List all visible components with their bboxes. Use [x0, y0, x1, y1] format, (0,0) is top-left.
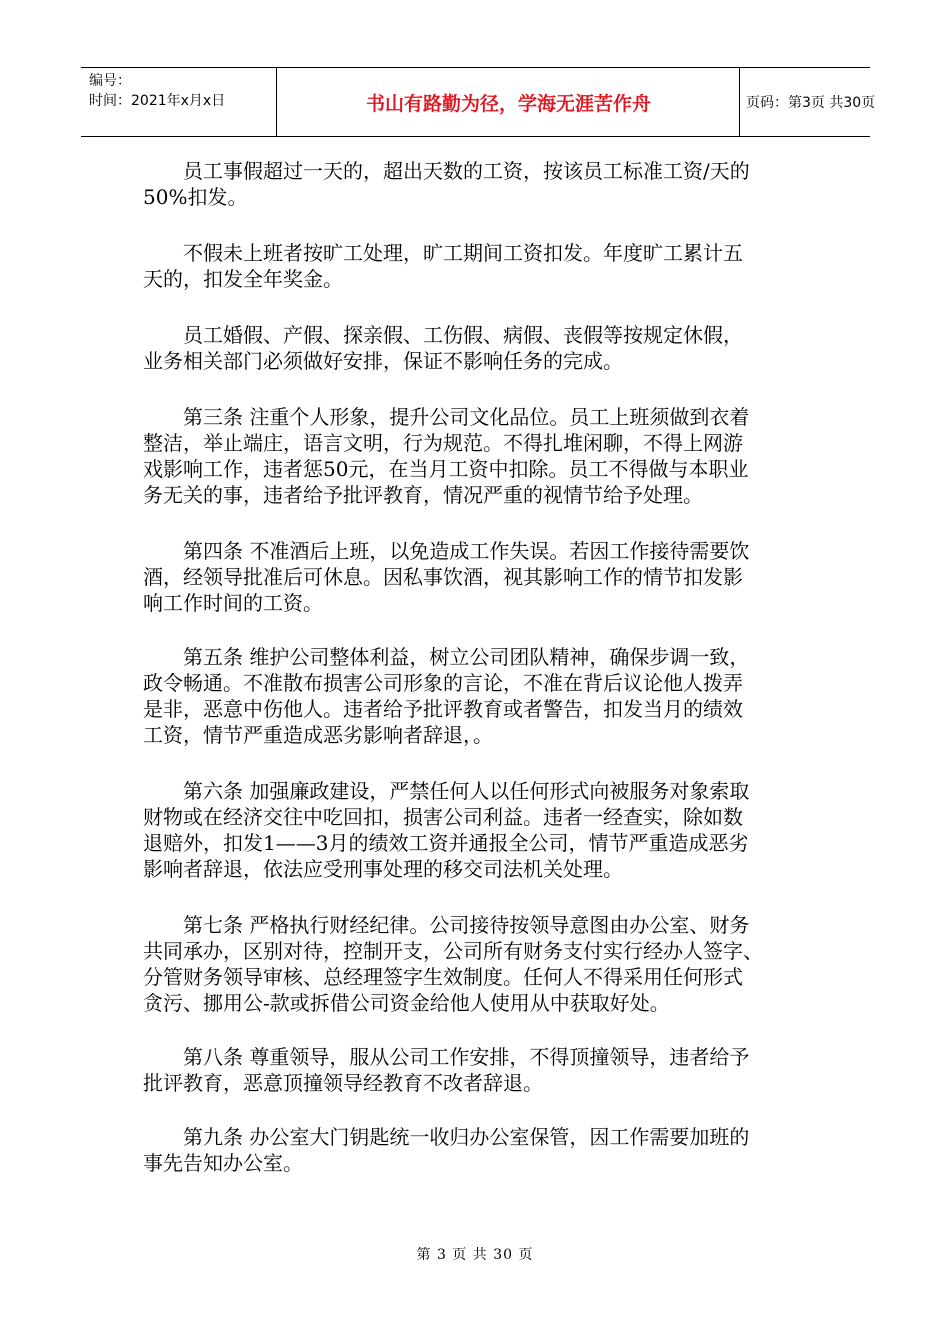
- paragraph-line: 天的，扣发全年奖金。: [143, 267, 343, 291]
- paragraph-line: 是非，恶意中伤他人。违者给予批评教育或者警告，扣发当月的绩效: [143, 697, 743, 721]
- header-page-cell: [740, 68, 876, 136]
- page-header: [81, 67, 876, 137]
- paragraph: [143, 404, 803, 508]
- paragraph-line: 第五条 维护公司整体利益，树立公司团队精神，确保步调一致，: [183, 645, 750, 669]
- paragraph-line: 工资，情节严重造成恶劣影响者辞退，。: [143, 723, 493, 747]
- paragraph-line: 员工婚假、产假、探亲假、工伤假、病假、丧假等按规定休假，: [183, 323, 743, 347]
- paragraph-line: 第六条 加强廉政建设，严禁任何人以任何形式向被服务对象索取: [183, 779, 750, 803]
- paragraph-line: 整洁，举止端庄，语言文明，行为规范。不得扎堆闲聊，不得上网游: [143, 431, 743, 455]
- paragraph: [143, 322, 803, 374]
- paragraph-line: 贪污、挪用公-款或拆借公司资金给他人使用从中获取好处。: [143, 991, 670, 1015]
- paragraph-line: 分管财务领导审核、总经理签字生效制度。任何人不得采用任何形式: [143, 965, 743, 989]
- paragraph-line: 第九条 办公室大门钥匙统一收归办公室保管，因工作需要加班的: [183, 1125, 750, 1149]
- paragraph-line: 第三条 注重个人形象，提升公司文化品位。员工上班须做到衣着: [183, 405, 750, 429]
- paragraph-line: 财物或在经济交往中吃回扣，损害公司利益。违者一经查实，除如数: [143, 805, 743, 829]
- paragraph-line: 影响者辞退，依法应受刑事处理的移交司法机关处理。: [143, 857, 623, 881]
- page-footer: 第 3 页 共 30 页: [416, 1247, 534, 1263]
- paragraph-line: 50%扣发。: [143, 185, 248, 209]
- paragraph: [143, 240, 803, 292]
- paragraph-line: 务无关的事，违者给予批评教育，情况严重的视情节给予处理。: [143, 483, 703, 507]
- paragraph-line: 不假未上班者按旷工处理，旷工期间工资扣发。年度旷工累计五: [183, 241, 743, 265]
- paragraph-line: 员工事假超过一天的，超出天数的工资，按该员工标准工资/天的: [183, 159, 750, 183]
- paragraph-line: 酒，经领导批准后可休息。因私事饮酒，视其影响工作的情节扣发影: [143, 565, 743, 589]
- paragraph-line: 第七条 严格执行财经纪律。公司接待按领导意图由办公室、财务: [183, 913, 750, 937]
- paragraph-line: 退赔外，扣发1——3月的绩效工资并通报全公司，情节严重造成恶劣: [143, 831, 749, 855]
- paragraph: [143, 158, 803, 210]
- paragraph-line: 政令畅通。不准散布损害公司形象的言论，不准在背后议论他人拨弄: [143, 671, 743, 695]
- paragraph-line: 戏影响工作，违者惩50元，在当月工资中扣除。员工不得做与本职业: [143, 457, 749, 481]
- paragraph-line: 响工作时间的工资。: [143, 591, 323, 615]
- paragraph-line: 业务相关部门必须做好安排，保证不影响任务的完成。: [143, 349, 623, 373]
- paragraph: [143, 1124, 803, 1176]
- header-meta-cell: [81, 68, 277, 136]
- document-number-label: 编号：: [89, 73, 131, 89]
- paragraph: [143, 538, 803, 616]
- paragraph-line: 事先告知办公室。: [143, 1151, 303, 1175]
- paragraph-line: 批评教育，恶意顶撞领导经教育不改者辞退。: [143, 1071, 543, 1095]
- header-page-number: 页码：第3页 共30页: [746, 95, 876, 111]
- paragraph: [143, 778, 803, 882]
- paragraph-line: 共同承办，区别对待，控制开支，公司所有财务支付实行经办人签字、: [143, 939, 763, 963]
- header-motto-cell: [277, 68, 740, 136]
- paragraph: [143, 912, 803, 1016]
- header-motto: 书山有路勤为径，学海无涯苦作舟: [365, 93, 651, 115]
- paragraph: [143, 644, 803, 748]
- document-time-label: 时间：2021年x月x日: [89, 93, 226, 109]
- paragraph-line: 第八条 尊重领导，服从公司工作安排，不得顶撞领导，违者给予: [183, 1045, 750, 1069]
- paragraph-line: 第四条 不准酒后上班，以免造成工作失误。若因工作接待需要饮: [183, 539, 750, 563]
- paragraph: [143, 1044, 803, 1096]
